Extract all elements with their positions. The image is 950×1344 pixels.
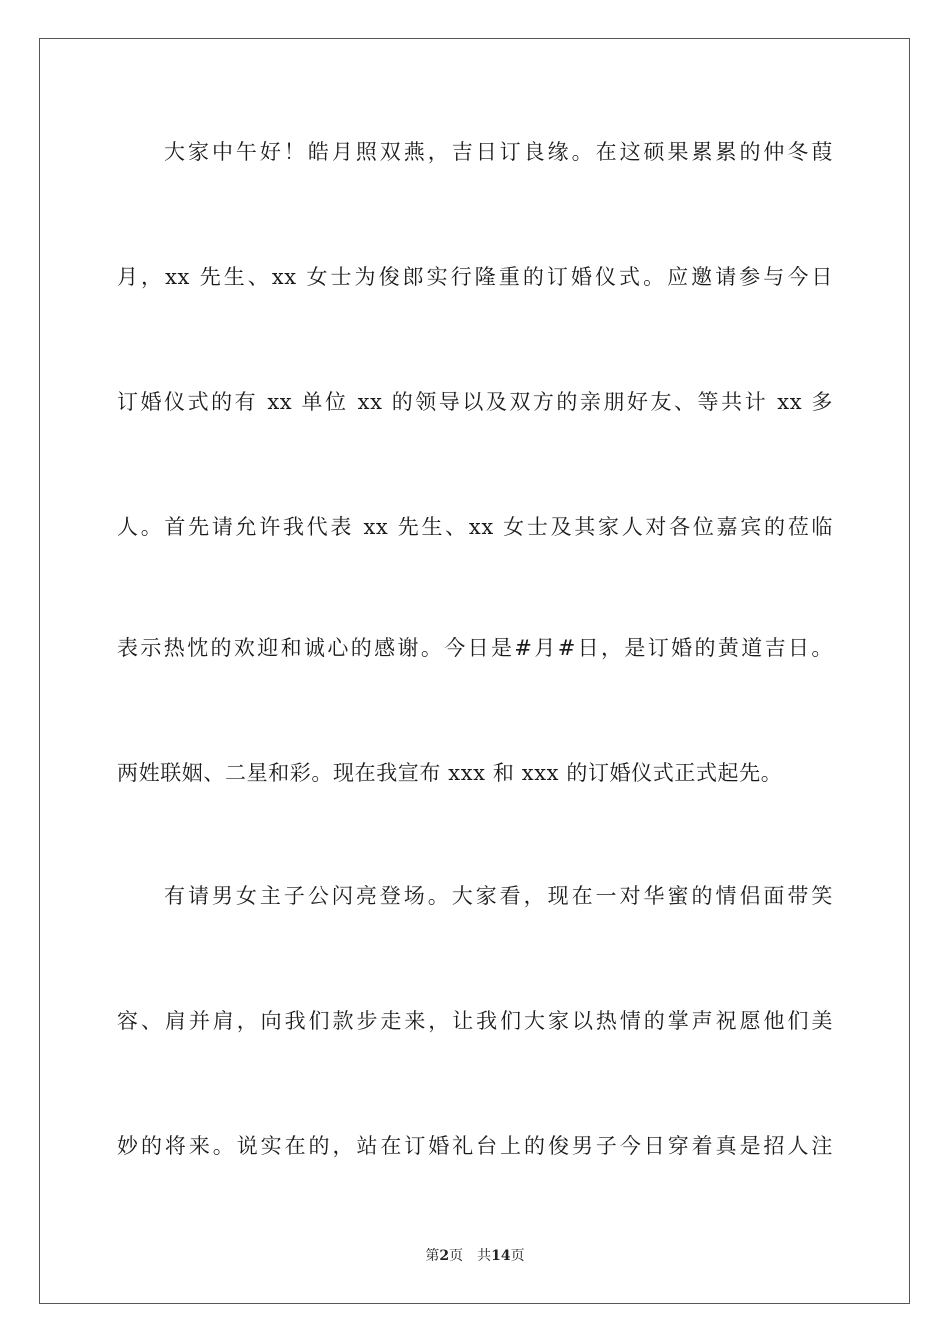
paragraph-line: 订婚仪式的有 xx 单位 xx 的领导以及双方的亲朋好友、等共计 xx 多: [117, 390, 833, 414]
paragraph-line: 月，xx 先生、xx 女士为俊郎实行隆重的订婚仪式。应邀请参与今日: [117, 265, 833, 289]
total-unit: 页: [510, 1248, 525, 1264]
paragraph-line: 表示热忱的欢迎和诚心的感谢。今日是#月#日，是订婚的黄道吉日。: [117, 636, 833, 660]
paragraph-line: 容、肩并肩，向我们款步走来，让我们大家以热情的掌声祝愿他们美: [117, 1009, 833, 1033]
page-footer: [0, 1246, 950, 1266]
paragraph-line: 人。首先请允许我代表 xx 先生、xx 女士及其家人对各位嘉宾的莅临: [117, 515, 833, 539]
page-prefix: 第: [425, 1248, 440, 1264]
page-current: 2: [439, 1248, 450, 1264]
paragraph-line: 妙的将来。说实在的，站在订婚礼台上的俊男子今日穿着真是招人注: [117, 1134, 833, 1158]
paragraph-line: 两姓联姻、二星和彩。现在我宣布 xxx 和 xxx 的订婚仪式正式起先。: [117, 761, 783, 785]
page-unit: 页: [449, 1248, 464, 1264]
paragraph-line: 有请男女主子公闪亮登场。大家看，现在一对华蜜的情侣面带笑: [164, 884, 833, 908]
total-prefix: 共: [477, 1248, 492, 1264]
page-frame: [39, 38, 910, 1304]
paragraph-line: 大家中午好！皓月照双燕，吉日订良缘。在这硕果累累的仲冬葭: [164, 140, 833, 164]
page-total: 14: [491, 1248, 511, 1264]
